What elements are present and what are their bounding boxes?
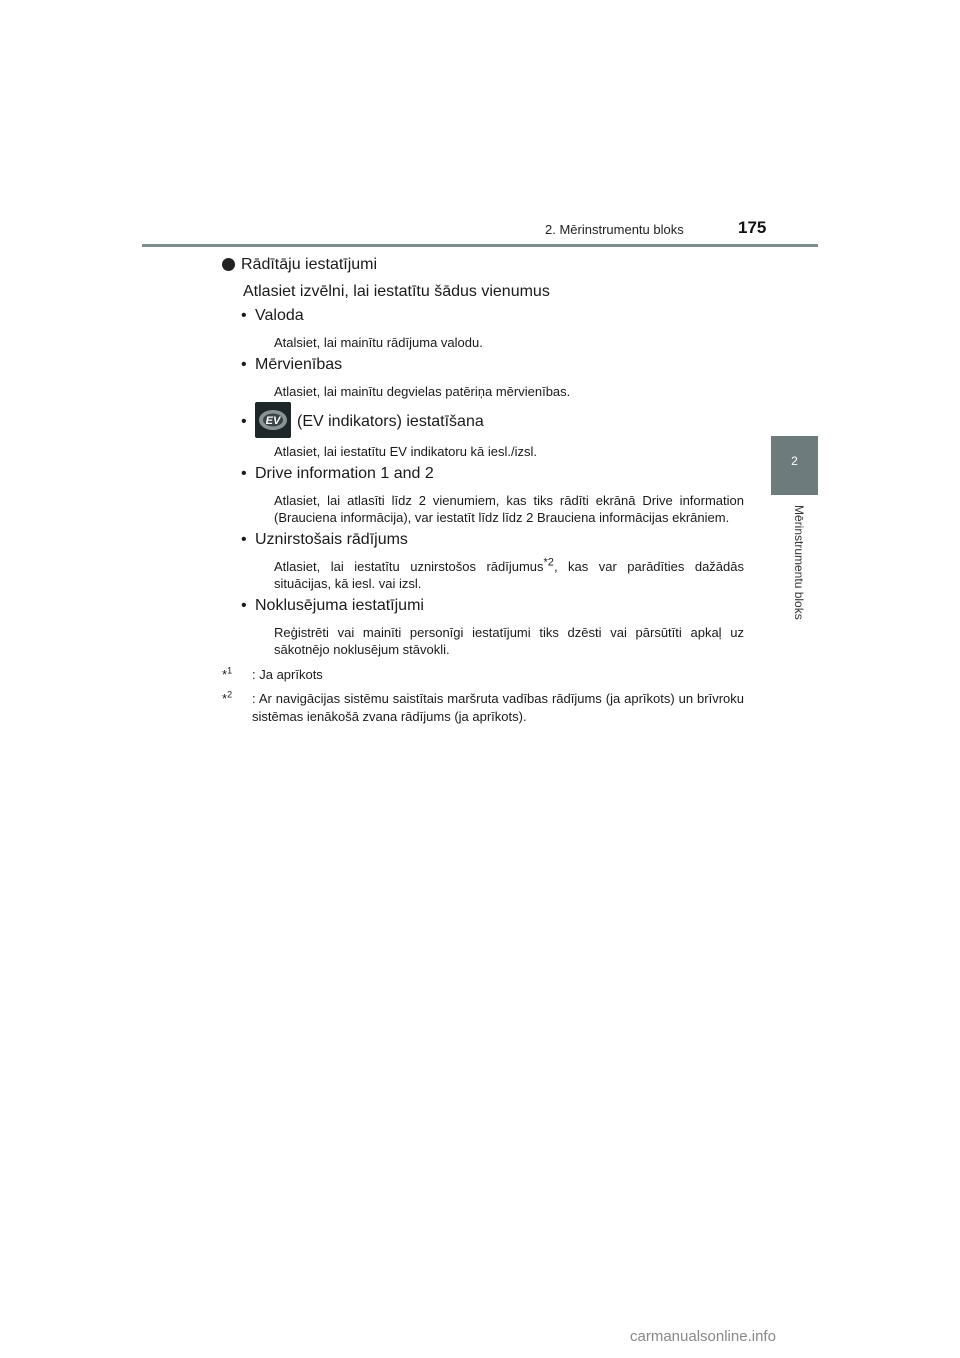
list-item-title-text: (EV indikators) iestatīšana <box>297 413 484 430</box>
desc-text-after: , kas var parādīties dažādās situācijas, kā iesl. vai izsl. <box>274 559 744 591</box>
list-item <box>241 403 744 460</box>
footnote-mark: *$^2$ <box>222 689 233 706</box>
list-item <box>241 463 744 526</box>
list-item-title: • Noklusējuma iestatījumi <box>241 595 744 617</box>
list-item <box>241 305 744 351</box>
list-item-title: • Drive information 1 and 2 <box>241 463 744 485</box>
watermark: carmanualsonline.info <box>630 1328 776 1345</box>
header-divider <box>142 244 818 247</box>
page-number: 175 <box>738 218 767 237</box>
bullet-circle-icon <box>222 258 235 271</box>
list-item <box>241 354 744 400</box>
footnotes <box>222 666 744 726</box>
list-item-description: Reģistrēti vai mainīti personīgi iestatījumi tiks dzēsti vai pārsūtīti apkaļ uz sākotnējo noklusējum stāvokli. <box>274 625 744 657</box>
list-item-description: Atlasiet, lai atlasīti līdz 2 vienumiem, kas tiks rādīti ekrānā Drive information (Brauciena informācija), var iestatīt līdz līdz 2 Brauciena informācijas ekrāniem. <box>274 493 744 525</box>
list-item <box>241 595 744 658</box>
list-item-description <box>274 558 744 592</box>
chapter-side-label: Mērinstrumentu bloks <box>792 505 806 620</box>
chapter-tab-number: 2 <box>791 454 798 468</box>
desc-text-before: Atlasiet, lai iestatītu uznirstošos rādījumus <box>274 559 544 574</box>
list-item-description: Atlasiet, lai iestatītu EV indikatoru kā iesl./izsl. <box>274 444 538 459</box>
footnote <box>222 690 744 726</box>
list-item-description: Atlasiet, lai mainītu degvielas patēriņa mērvienības. <box>274 384 571 399</box>
main-content <box>222 254 744 732</box>
list-item-title <box>241 403 744 441</box>
list-item <box>241 529 744 592</box>
header-section-title: 2. Mērinstrumentu bloks <box>545 222 684 237</box>
ev-indicator-icon <box>255 402 291 438</box>
chapter-tab <box>771 436 818 495</box>
section-heading <box>222 254 744 276</box>
footnote-text: : Ar navigācijas sistēmu saistītais maršruta vadības rādījums (ja aprīkots) un brīvroku sistēmas ienākošā zvana rādījums (ja aprīkots). <box>252 691 744 724</box>
footnote <box>222 666 744 684</box>
list-item-description: Atalsiet, lai mainītu rādījuma valodu. <box>274 335 483 350</box>
footnote-ref: *2 <box>543 556 554 569</box>
ev-icon-text: • EV <box>265 414 281 427</box>
footnote-text: : Ja aprīkots <box>252 667 323 682</box>
list-item-title: • Mērvienības <box>241 354 744 376</box>
section-heading-text: Rādītāju iestatījumi <box>241 256 378 273</box>
list-item-title: • Valoda <box>241 305 744 327</box>
list-item-title: • Uznirstošais rādījums <box>241 529 744 551</box>
footnote-mark: *$^1$ <box>222 665 233 682</box>
section-intro: Atlasiet izvēlni, lai iestatītu šādus vienumus <box>243 283 550 300</box>
